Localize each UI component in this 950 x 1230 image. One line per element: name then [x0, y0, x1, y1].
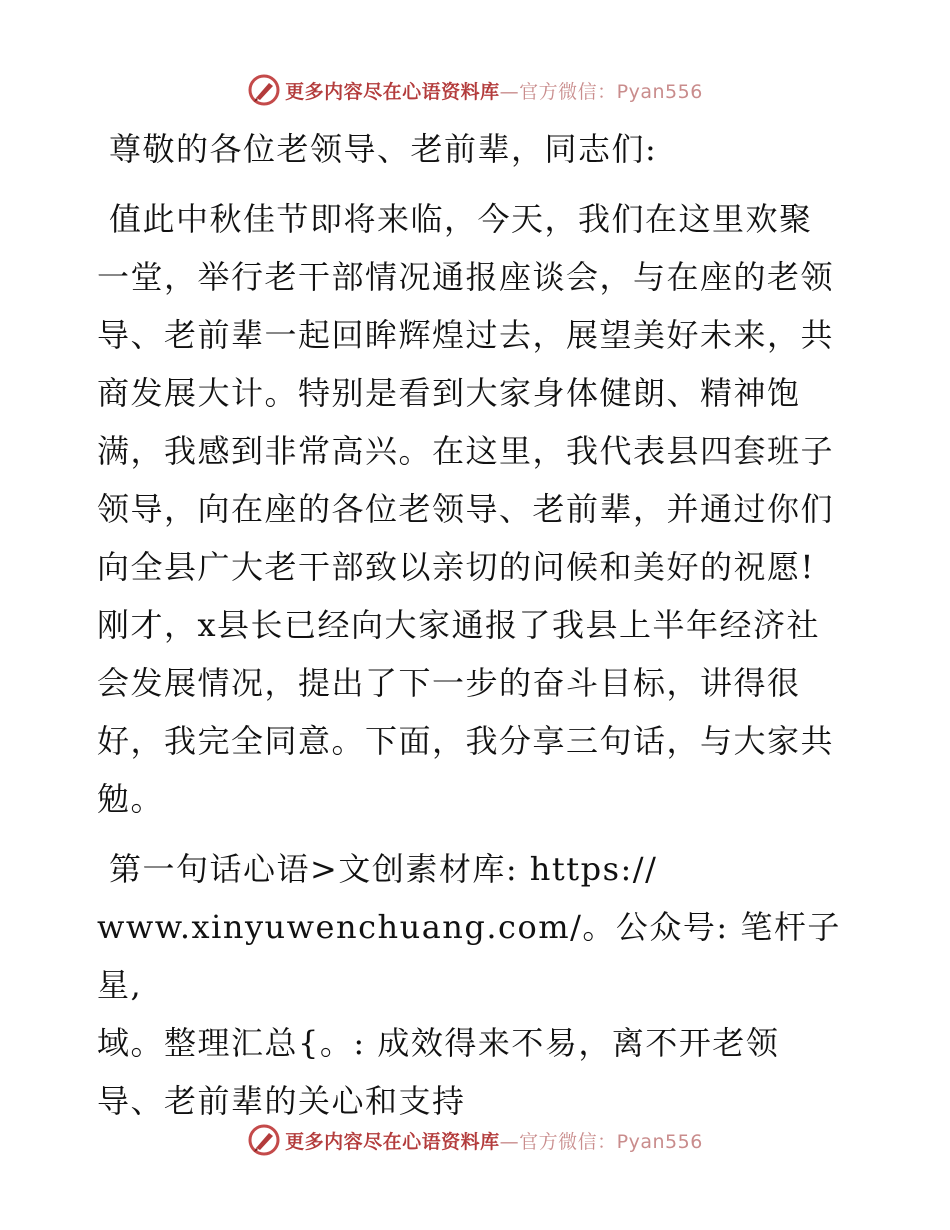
paragraph-1-line: 勉。	[97, 780, 165, 818]
watermark-brand: 更多内容尽在心语资料库	[285, 1130, 500, 1153]
paragraph-1-line: 领导，向在座的各位老领导、老前辈，并通过你们	[97, 490, 835, 528]
paragraph-1-line: 导、老前辈一起回眸辉煌过去，展望美好未来，共	[97, 316, 835, 354]
paragraph-2-line: 导、老前辈的关心和支持	[97, 1082, 466, 1120]
paragraph-2-line: www.xinyuwenchuang.com/。公众号: 笔杆子星,	[97, 908, 841, 1004]
document-body	[97, 120, 857, 1130]
paragraph-2-line: 域。整理汇总{。: 成效得来不易，离不开老领	[97, 1024, 780, 1062]
paragraph-1	[97, 190, 857, 828]
paragraph-1-line: 会发展情况，提出了下一步的奋斗目标，讲得很	[97, 664, 801, 702]
paragraph-2	[97, 840, 857, 1130]
greeting: 尊敬的各位老领导、老前辈，同志们:	[109, 130, 658, 168]
watermark-separator: —	[499, 1130, 520, 1153]
watermark-footer	[0, 1120, 950, 1160]
paragraph-1-line: 商发展大计。特别是看到大家身体健朗、精神饱	[97, 374, 801, 412]
pen-logo-icon	[247, 1123, 281, 1157]
paragraph-1-line: 值此中秋佳节即将来临，今天，我们在这里欢聚	[109, 200, 813, 238]
watermark-contact: 官方微信：Pyan556	[519, 80, 703, 103]
paragraph-1-line: 一堂，举行老干部情况通报座谈会，与在座的老领	[97, 258, 835, 296]
paragraph-1-line: 满，我感到非常高兴。在这里，我代表县四套班子	[97, 432, 835, 470]
watermark-contact: 官方微信：Pyan556	[519, 1130, 703, 1153]
watermark-separator: —	[499, 80, 520, 103]
pen-logo-icon	[247, 73, 281, 107]
paragraph-2-line: 第一句话心语>文创素材库: https://	[109, 850, 658, 888]
paragraph-1-line: 好，我完全同意。下面，我分享三句话，与大家共	[97, 722, 835, 760]
paragraph-1-line: 向全县广大老干部致以亲切的问候和美好的祝愿!	[97, 548, 815, 586]
watermark-header	[0, 70, 950, 110]
paragraph-1-line: 刚才，x县长已经向大家通报了我县上半年经济社	[97, 606, 821, 644]
watermark-brand: 更多内容尽在心语资料库	[285, 80, 500, 103]
